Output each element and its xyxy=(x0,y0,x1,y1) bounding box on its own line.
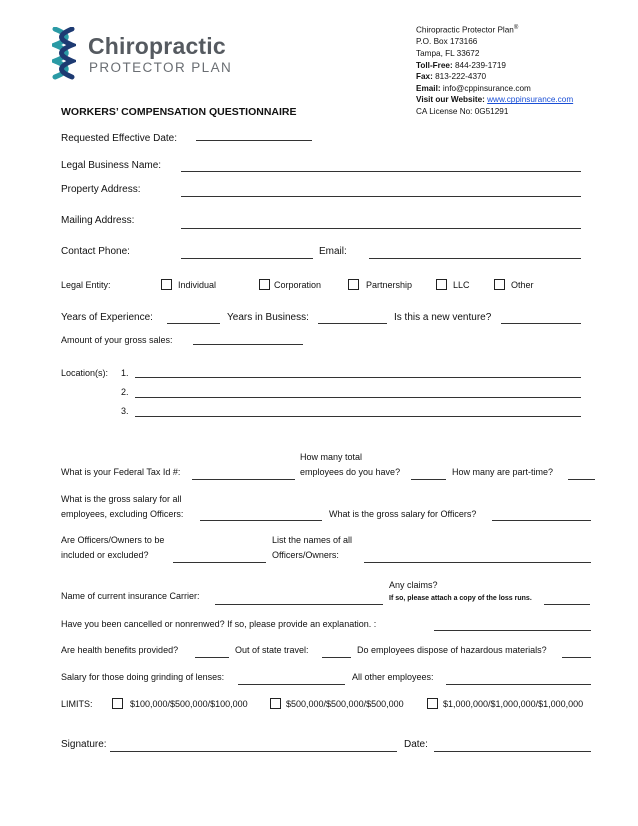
property-address-field[interactable] xyxy=(181,196,581,197)
limit-option-2-label: $500,000/$500,000/$500,000 xyxy=(286,699,404,709)
mailing-address-label: Mailing Address: xyxy=(61,215,135,226)
logo-tagline: PROTECTOR PLAN xyxy=(89,60,233,75)
other-employees-field[interactable] xyxy=(446,684,591,685)
total-employees-label-line2: employees do you have? xyxy=(300,467,401,477)
corporation-option-label: Corporation xyxy=(274,280,322,290)
total-employees-field[interactable] xyxy=(411,479,446,480)
date-label: Date: xyxy=(404,739,428,750)
location-1-field[interactable] xyxy=(135,377,581,378)
officers-included-label-line2: included or excluded? xyxy=(61,550,149,560)
llc-option-label: LLC xyxy=(453,280,470,290)
business-name-field[interactable] xyxy=(181,171,581,172)
limit-option-3-label: $1,000,000/$1,000,000/$1,000,000 xyxy=(443,699,584,709)
property-address-label: Property Address: xyxy=(61,184,141,195)
individual-option-label: Individual xyxy=(178,280,217,290)
company-logo xyxy=(52,27,232,83)
grinding-salary-label: Salary for those doing grinding of lenses: xyxy=(61,672,225,682)
claims-label: Any claims? xyxy=(389,580,438,590)
carrier-field[interactable] xyxy=(215,604,383,605)
address-line-2: Tampa, FL 33672 xyxy=(416,48,480,58)
logo-wordmark: Chiropractic xyxy=(88,33,226,59)
location-number-1: 1. xyxy=(121,368,129,378)
form-title: WORKERS’ COMPENSATION QUESTIONNAIRE xyxy=(61,106,297,118)
officers-included-label-line1: Are Officers/Owners to be xyxy=(61,535,165,545)
limit-option-1-label: $100,000/$500,000/$100,000 xyxy=(130,699,248,709)
claims-field[interactable] xyxy=(544,604,590,605)
dna-helix-icon xyxy=(52,27,76,83)
hazardous-label: Do employees dispose of hazardous materials? xyxy=(357,645,547,655)
individual-checkbox[interactable] xyxy=(161,279,172,290)
out-of-state-label: Out of state travel: xyxy=(235,645,309,655)
officers-salary-label: What is the gross salary for Officers? xyxy=(329,509,477,519)
limit-option-2-checkbox[interactable] xyxy=(270,698,281,709)
company-name: Chiropractic Protector Plan xyxy=(416,25,514,35)
other-option-label: Other xyxy=(511,280,534,290)
claims-note: If so, please attach a copy of the loss runs. xyxy=(389,595,532,602)
new-venture-label: Is this a new venture? xyxy=(394,312,492,323)
total-employees-label-line1: How many total xyxy=(300,452,363,462)
tax-id-label: What is your Federal Tax Id #: xyxy=(61,467,181,477)
signature-label: Signature: xyxy=(61,739,107,750)
cancelled-field[interactable] xyxy=(434,630,591,631)
hazardous-field[interactable] xyxy=(562,657,591,658)
health-benefits-label: Are health benefits provided? xyxy=(61,645,179,655)
tax-id-field[interactable] xyxy=(192,479,295,480)
years-business-field[interactable] xyxy=(318,323,387,324)
other-employees-label: All other employees: xyxy=(352,672,434,682)
cancelled-label: Have you been cancelled or nonrenwed? If so, please provide an explanation. : xyxy=(61,619,377,629)
effective-date-label: Requested Effective Date: xyxy=(61,133,177,144)
part-time-label: How many are part-time? xyxy=(452,467,554,477)
email-label: Email: xyxy=(319,246,347,257)
fax-number: 813-222-4370 xyxy=(435,72,487,82)
years-experience-field[interactable] xyxy=(167,323,220,324)
location-number-2: 2. xyxy=(121,387,129,397)
contact-block: Chiropractic Protector Plan® P.O. Box 173166 Tampa, FL 33672 Toll-Free: 844-239-1719 Fax: 813-222-4370 Email: info@cppinsurance.com Visit our Website: www.cppinsurance.com CA License No: 0G51291 xyxy=(416,25,574,116)
limit-option-1-checkbox[interactable] xyxy=(112,698,123,709)
grinding-salary-field[interactable] xyxy=(238,684,345,685)
location-3-field[interactable] xyxy=(135,416,581,417)
llc-checkbox[interactable] xyxy=(436,279,447,290)
officers-names-label-line1: List the names of all xyxy=(272,535,353,545)
officers-names-field[interactable] xyxy=(364,562,591,563)
limit-option-3-checkbox[interactable] xyxy=(427,698,438,709)
new-venture-field[interactable] xyxy=(501,323,581,324)
address-line-1: P.O. Box 173166 xyxy=(416,37,478,47)
part-time-field[interactable] xyxy=(568,479,595,480)
gross-salary-label-line1: What is the gross salary for all xyxy=(61,494,182,504)
website-link[interactable]: www.cppinsurance.com xyxy=(487,95,574,105)
mailing-address-field[interactable] xyxy=(181,228,581,229)
officers-salary-field[interactable] xyxy=(492,520,591,521)
years-business-label: Years in Business: xyxy=(227,312,309,323)
out-of-state-field[interactable] xyxy=(322,657,351,658)
limits-label: LIMITS: xyxy=(61,699,93,709)
other-checkbox[interactable] xyxy=(494,279,505,290)
email-field[interactable] xyxy=(369,258,581,259)
gross-sales-label: Amount of your gross sales: xyxy=(61,335,173,345)
gross-salary-label-line2: employees, excluding Officers: xyxy=(61,509,184,519)
date-field[interactable] xyxy=(434,751,591,752)
years-experience-label: Years of Experience: xyxy=(61,312,153,323)
corporation-checkbox[interactable] xyxy=(259,279,270,290)
business-name-label: Legal Business Name: xyxy=(61,160,162,171)
tollfree-number: 844-239-1719 xyxy=(454,60,506,70)
partnership-checkbox[interactable] xyxy=(348,279,359,290)
license-number: CA License No: 0G51291 xyxy=(416,106,509,116)
location-2-field[interactable] xyxy=(135,397,581,398)
health-benefits-field[interactable] xyxy=(195,657,229,658)
contact-phone-label: Contact Phone: xyxy=(61,246,130,257)
gross-sales-field[interactable] xyxy=(193,344,303,345)
email-address: info@cppinsurance.com xyxy=(442,83,531,93)
gross-salary-field[interactable] xyxy=(200,520,322,521)
officers-names-label-line2: Officers/Owners: xyxy=(272,550,339,560)
partnership-option-label: Partnership xyxy=(366,280,413,290)
carrier-label: Name of current insurance Carrier: xyxy=(61,591,200,601)
effective-date-field[interactable] xyxy=(196,140,312,141)
locations-label: Location(s): xyxy=(61,368,109,378)
officers-included-field[interactable] xyxy=(173,562,266,563)
location-number-3: 3. xyxy=(121,406,129,416)
legal-entity-label: Legal Entity: xyxy=(61,280,111,290)
contact-phone-field[interactable] xyxy=(181,258,313,259)
signature-field[interactable] xyxy=(110,751,397,752)
